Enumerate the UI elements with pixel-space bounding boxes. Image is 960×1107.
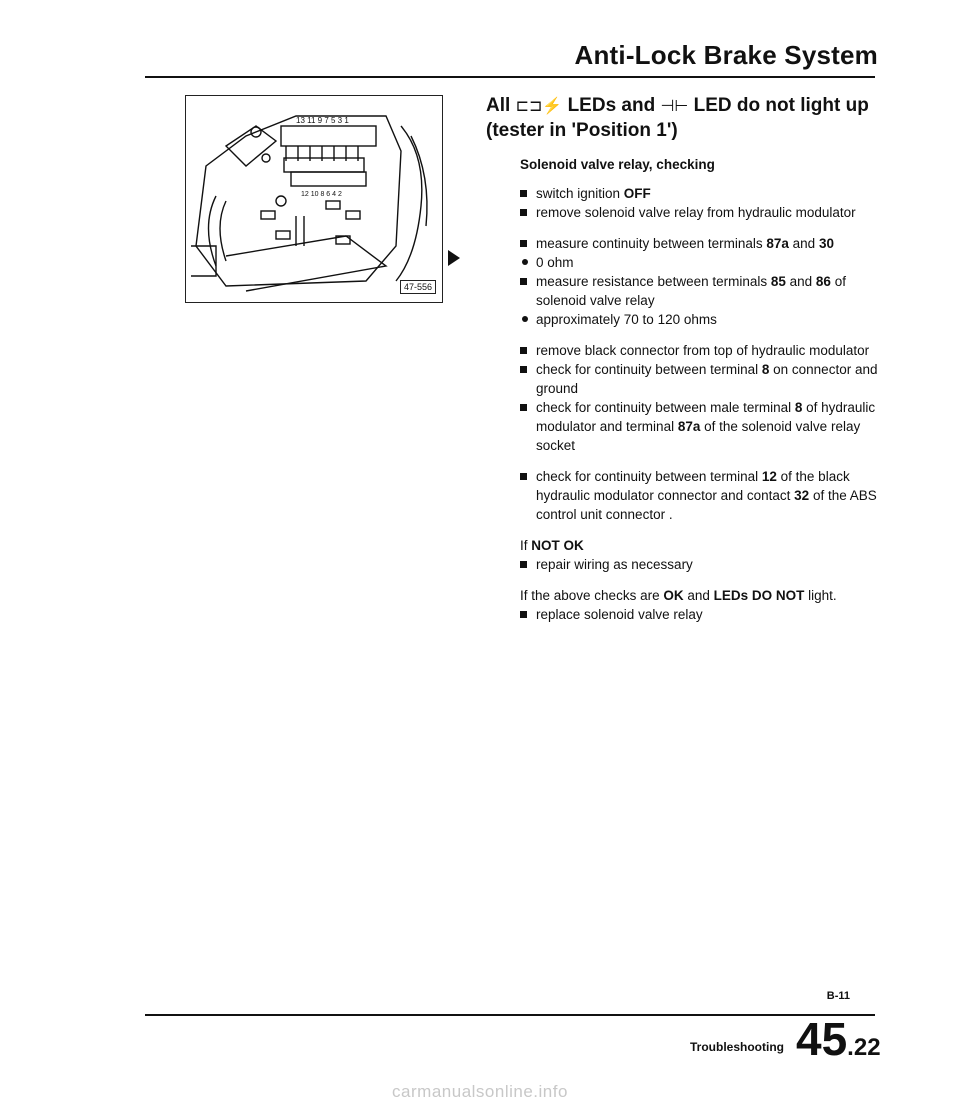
bullet-icon — [520, 473, 527, 480]
bullet-icon — [520, 190, 527, 197]
procedure-column — [520, 155, 880, 624]
watermark-link[interactable]: carmanualsonline.info — [392, 1082, 568, 1101]
list-item: remove black connector from top of hydraulic modulator — [520, 341, 880, 360]
bullet-icon — [520, 240, 527, 247]
section-heading — [486, 94, 886, 143]
result-item: 0 ohm — [520, 253, 880, 272]
footer-section-number: 45.22 — [796, 1013, 881, 1065]
list-item: check for continuity between terminal 12 of the black hydraulic modulator connector and contact 32 of the ABS control unit connector . — [520, 467, 880, 524]
list-item: measure resistance between terminals 85 and 86 of solenoid valve relay — [520, 272, 880, 310]
list-item: check for continuity between terminal 8 on connector and ground — [520, 360, 880, 398]
bullet-icon — [520, 404, 527, 411]
dot-icon — [522, 259, 528, 265]
condition-not-ok: If NOT OK — [520, 538, 584, 553]
relay-figure — [185, 95, 443, 303]
terminal-numbers-top: 13 11 9 7 5 3 1 — [296, 116, 349, 125]
procedure-subhead: Solenoid valve relay, checking — [520, 157, 715, 172]
result-item: approximately 70 to 120 ohms — [520, 310, 880, 329]
bullet-icon — [520, 347, 527, 354]
bullet-icon — [520, 561, 527, 568]
led-symbol-icon: ⊏⊐⚡ — [515, 98, 563, 115]
footer-section-label: Troubleshooting — [690, 1040, 784, 1054]
header-rule — [145, 76, 875, 78]
heading-text-1: All — [486, 95, 511, 116]
list-item: repair wiring as necessary — [520, 555, 880, 574]
dot-icon — [522, 316, 528, 322]
figure-pointer-arrow-icon — [448, 250, 460, 266]
list-item: remove solenoid valve relay from hydraulic modulator — [520, 203, 880, 222]
led-symbol-2-icon: ⊣⊢ — [660, 98, 689, 115]
footer-rule — [145, 1014, 875, 1016]
list-item: replace solenoid valve relay — [520, 605, 880, 624]
relay-diagram — [186, 96, 442, 302]
bullet-icon — [520, 611, 527, 618]
page-reference: B-11 — [826, 990, 850, 1002]
list-item: check for continuity between male terminal 8 of hydraulic modulator and terminal 87a of the solenoid valve relay socket — [520, 398, 880, 455]
heading-text-3: LED do not light up (tester in 'Position 1') — [486, 95, 869, 141]
bullet-icon — [520, 366, 527, 373]
list-item: measure continuity between terminals 87a and 30 — [520, 234, 880, 253]
bullet-icon — [520, 209, 527, 216]
page-title: Anti-Lock Brake System — [574, 40, 878, 70]
figure-id-label: 47-556 — [400, 280, 436, 294]
list-item: switch ignition OFF — [520, 184, 880, 203]
terminal-numbers-bottom: 12 10 8 6 4 2 — [301, 191, 342, 198]
heading-text-2: LEDs and — [567, 95, 656, 116]
condition-ok: If the above checks are OK and LEDs DO NOT light. — [520, 588, 837, 603]
bullet-icon — [520, 278, 527, 285]
